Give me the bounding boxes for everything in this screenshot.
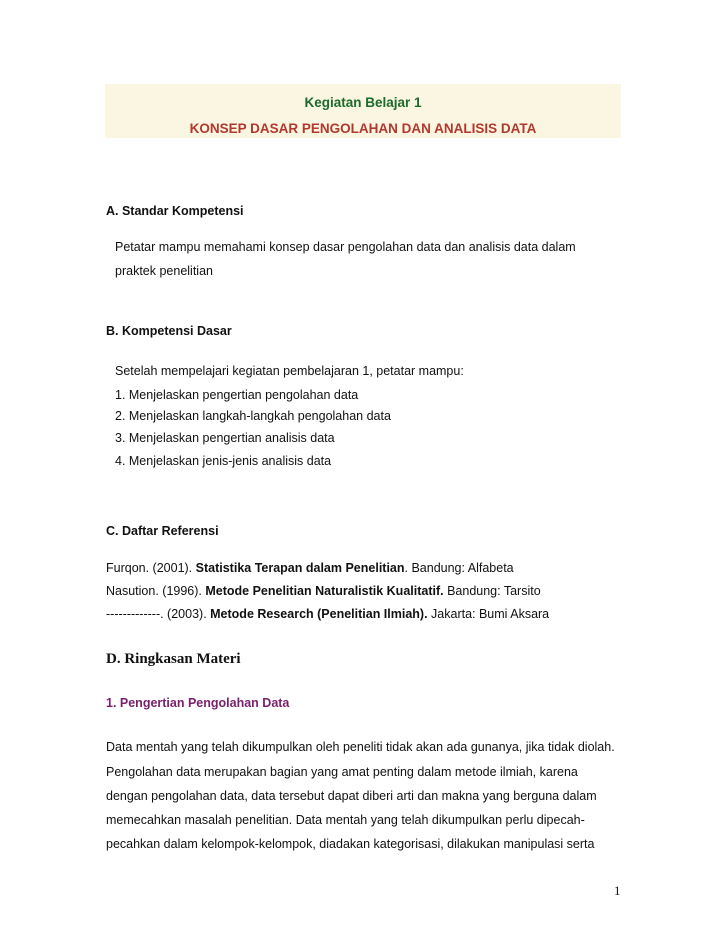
reference-entry [106,584,541,598]
section-a-heading: A. Standar Kompetensi [106,204,244,218]
lesson-title: Kegiatan Belajar 1 [304,95,422,110]
reference-publisher: . Bandung: Alfabeta [404,561,514,575]
lesson-subtitle: KONSEP DASAR PENGOLAHAN DAN ANALISIS DATA [189,121,537,136]
title-banner [105,84,621,138]
competency-item: 4. Menjelaskan jenis-jenis analisis data [115,454,332,468]
page-number: 1 [614,883,621,898]
reference-entry [106,607,549,621]
reference-author: Nasution. (1996). [106,584,206,598]
reference-author: -------------. (2003). [106,607,211,621]
paragraph-line: memecahkan masalah penelitian. Data mentah yang telah dikumpulkan perlu dipecah- [106,813,585,827]
section-b-intro: Setelah mempelajari kegiatan pembelajaran 1, petatar mampu: [115,364,464,378]
reference-title: Statistika Terapan dalam Penelitian [195,561,405,575]
paragraph-line: pecahkan dalam kelompok-kelompok, diadakan kategorisasi, dilakukan manipulasi serta [106,837,595,851]
competency-item: 3. Menjelaskan pengertian analisis data [115,431,335,445]
competency-item: 1. Menjelaskan pengertian pengolahan data [115,388,359,402]
reference-title: Metode Penelitian Naturalistik Kualitatif. [205,584,444,598]
competency-item: 2. Menjelaskan langkah-langkah pengolahan data [115,409,391,423]
paragraph-line: Data mentah yang telah dikumpulkan oleh peneliti tidak akan ada gunanya, jika tidak diolah. [106,740,615,754]
paragraph-line: Pengolahan data merupakan bagian yang amat penting dalam metode ilmiah, karena [106,765,578,779]
paragraph-line: dengan pengolahan data, data tersebut dapat diberi arti dan makna yang berguna dalam [106,789,597,803]
section-d-heading: D. Ringkasan Materi [106,651,241,667]
section-a-line: Petatar mampu memahami konsep dasar pengolahan data dan analisis data dalam [115,240,576,254]
reference-title: Metode Research (Penelitian Ilmiah). [210,607,428,621]
section-b-heading: B. Kompetensi Dasar [106,324,232,338]
reference-entry [106,561,514,575]
section-a-line: praktek penelitian [115,264,213,278]
reference-author: Furqon. (2001). [106,561,196,575]
reference-publisher: Jakarta: Bumi Aksara [427,607,550,621]
section-c-heading: C. Daftar Referensi [106,524,219,538]
reference-publisher: Bandung: Tarsito [443,584,541,598]
subsection-heading: 1. Pengertian Pengolahan Data [106,696,290,710]
